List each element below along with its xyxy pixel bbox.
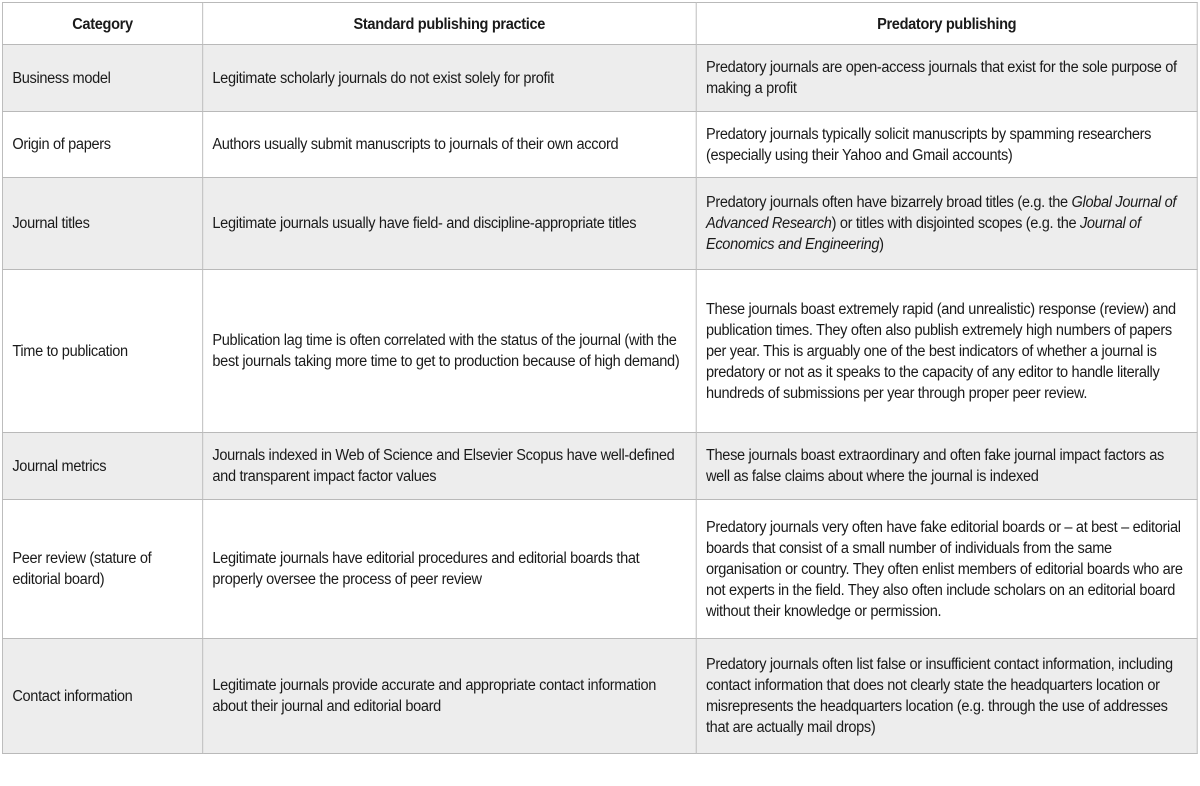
- table-row: [2, 112, 1197, 178]
- standard-cell: Legitimate scholarly journals do not exist solely for profit: [203, 45, 697, 112]
- category-cell: Peer review (stature of editorial board): [2, 500, 202, 639]
- header-standard: Standard publishing practice: [203, 3, 697, 45]
- table-row: [2, 270, 1197, 433]
- predatory-text-part: Predatory journals often have bizarrely broad titles (e.g. the: [705, 194, 1072, 211]
- predatory-cell: Predatory journals often list false or insufficient contact information, including contact information that does not clearly state the headquarters location or misrepresents the headquarters location (e.g. through the use of addresses that are actually mail drops): [696, 639, 1197, 754]
- predatory-text-part: ) or titles with disjointed scopes (e.g. the: [831, 215, 1080, 232]
- header-predatory: Predatory publishing: [696, 3, 1197, 45]
- predatory-cell: Predatory journals very often have fake editorial boards or – at best – editorial boards that consist of a small number of individuals from the same organisation or country. They often enlist members of editorial boards who are not experts in the field. They also often include scholars on an editorial board without their knowledge or permission.: [696, 500, 1197, 639]
- table-row: [2, 639, 1197, 754]
- header-category: Category: [2, 3, 202, 45]
- predatory-text-part: ): [879, 236, 884, 253]
- journal-title-example: Journal of Economics and Engineering: [705, 215, 1141, 253]
- category-cell: Business model: [2, 45, 202, 112]
- table-row: [2, 433, 1197, 500]
- table-row: [2, 500, 1197, 639]
- predatory-cell: These journals boast extremely rapid (and unrealistic) response (review) and publication times. They often also publish extremely high numbers of papers per year. This is arguably one of the best indicators of whether a journal is predatory or not as it speaks to the capacity of any editor to handle literally hundreds of submissions per year through proper peer review.: [696, 270, 1197, 433]
- standard-cell: Legitimate journals provide accurate and appropriate contact information about their journal and editorial board: [203, 639, 697, 754]
- predatory-cell: [696, 178, 1197, 270]
- standard-cell: Legitimate journals usually have field- and discipline-appropriate titles: [203, 178, 697, 270]
- journal-title-example: Global Journal of Advanced Research: [705, 194, 1177, 232]
- predatory-cell: Predatory journals are open-access journals that exist for the sole purpose of making a profit: [696, 45, 1197, 112]
- predatory-cell: These journals boast extraordinary and often fake journal impact factors as well as false claims about where the journal is indexed: [696, 433, 1197, 500]
- table-row: [2, 178, 1197, 270]
- standard-cell: Journals indexed in Web of Science and Elsevier Scopus have well-defined and transparent impact factor values: [203, 433, 697, 500]
- table-row: [2, 45, 1197, 112]
- category-cell: Contact information: [2, 639, 202, 754]
- category-cell: Journal metrics: [2, 433, 202, 500]
- standard-cell: Authors usually submit manuscripts to journals of their own accord: [203, 112, 697, 178]
- category-cell: Origin of papers: [2, 112, 202, 178]
- header-row: [2, 3, 1197, 45]
- predatory-cell: Predatory journals typically solicit manuscripts by spamming researchers (especially using their Yahoo and Gmail accounts): [696, 112, 1197, 178]
- standard-cell: Legitimate journals have editorial procedures and editorial boards that properly oversee the process of peer review: [203, 500, 697, 639]
- standard-cell: Publication lag time is often correlated with the status of the journal (with the best journals taking more time to get to production because of high demand): [203, 270, 697, 433]
- comparison-table: [2, 2, 1198, 754]
- category-cell: Time to publication: [2, 270, 202, 433]
- category-cell: Journal titles: [2, 178, 202, 270]
